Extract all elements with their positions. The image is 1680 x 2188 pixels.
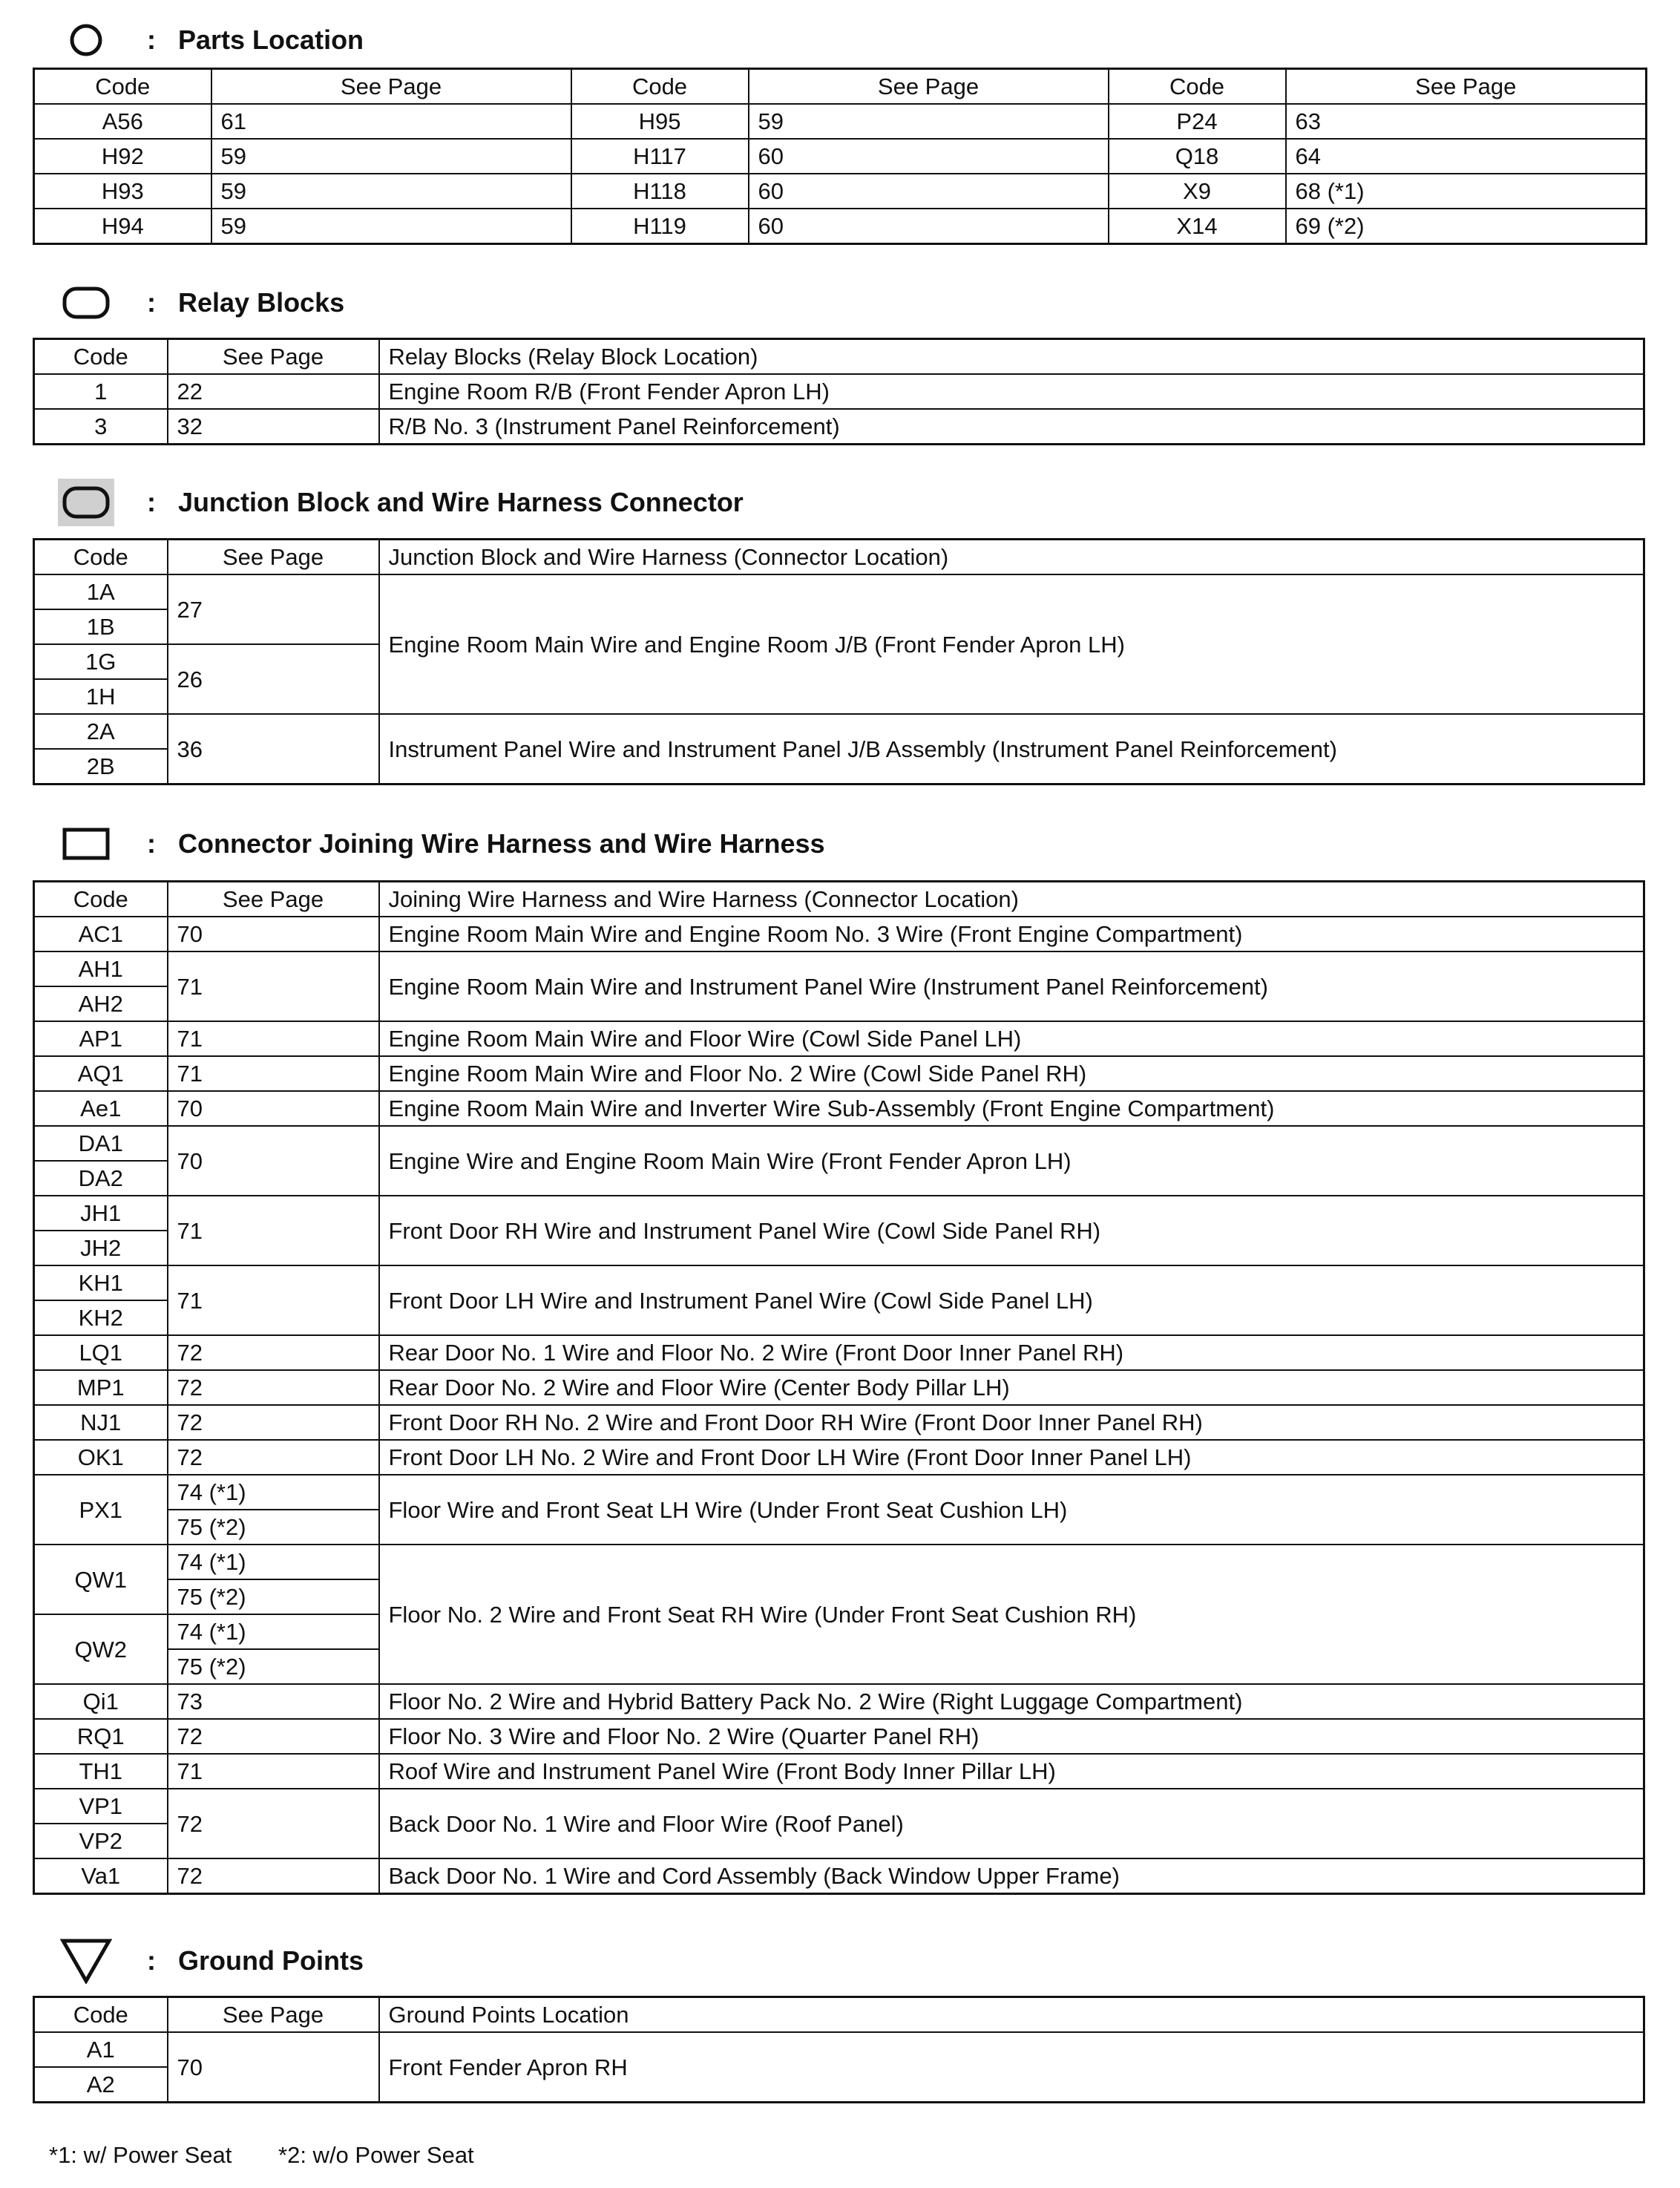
code-cell: X9: [1109, 174, 1286, 209]
table-header-row: [34, 540, 1644, 575]
description-cell: Back Door No. 1 Wire and Cord Assembly (Back Window Upper Frame): [379, 1858, 1644, 1894]
table-row: [34, 104, 1647, 139]
page-cell: 68 (*1): [1286, 174, 1647, 209]
column-header: See Page: [749, 69, 1109, 105]
code-cell: 3: [34, 409, 168, 445]
page-cell: 74 (*1): [168, 1545, 379, 1579]
parts-location-heading: [58, 16, 364, 64]
code-cell: MP1: [34, 1370, 168, 1405]
code-cell: H94: [34, 209, 211, 244]
page-cell: 74 (*1): [168, 1614, 379, 1649]
table-row: [34, 139, 1647, 174]
code-cell: A1: [34, 2032, 168, 2067]
description-cell: Engine Wire and Engine Room Main Wire (Front Fender Apron LH): [379, 1126, 1644, 1196]
column-header: Code: [34, 69, 211, 105]
footnotes: [49, 2142, 514, 2169]
connector-joining-title: Connector Joining Wire Harness and Wire Harness: [178, 828, 825, 859]
table-row: [34, 1719, 1644, 1754]
table-row: [34, 574, 1644, 609]
heading-colon: :: [147, 487, 156, 517]
heading-colon: :: [147, 828, 156, 859]
column-header: Relay Blocks (Relay Block Location): [379, 339, 1644, 375]
relay-blocks-title: Relay Blocks: [178, 287, 345, 318]
page-cell: 71: [168, 1056, 379, 1091]
table-row: [34, 1754, 1644, 1789]
page-cell: 59: [211, 139, 571, 174]
description-cell: Floor No. 3 Wire and Floor No. 2 Wire (Quarter Panel RH): [379, 1719, 1644, 1754]
table-row: [34, 917, 1644, 951]
description-cell: Rear Door No. 1 Wire and Floor No. 2 Wire (Front Door Inner Panel RH): [379, 1335, 1644, 1370]
page-cell: 72: [168, 1858, 379, 1894]
description-cell: Engine Room R/B (Front Fender Apron LH): [379, 374, 1644, 409]
page-cell: 60: [749, 209, 1109, 244]
code-cell: Va1: [34, 1858, 168, 1894]
code-cell: A2: [34, 2067, 168, 2103]
page-cell: 71: [168, 951, 379, 1021]
column-header: Ground Points Location: [379, 1997, 1644, 2033]
table-row: [34, 1196, 1644, 1231]
description-cell: Engine Room Main Wire and Engine Room No. 3 Wire (Front Engine Compartment): [379, 917, 1644, 951]
table-row: [34, 1405, 1644, 1440]
heading-colon: :: [147, 1945, 156, 1976]
code-cell: H93: [34, 174, 211, 209]
description-cell: Front Door RH No. 2 Wire and Front Door RH Wire (Front Door Inner Panel RH): [379, 1405, 1644, 1440]
code-cell: 1: [34, 374, 168, 409]
column-header: Code: [34, 882, 168, 917]
code-cell: 1H: [34, 679, 168, 714]
page-cell: 71: [168, 1196, 379, 1265]
parts-location-table: [33, 68, 1647, 245]
code-cell: AH1: [34, 951, 168, 986]
table-row: [34, 1858, 1644, 1894]
code-cell: KH1: [34, 1265, 168, 1300]
column-header: See Page: [168, 540, 379, 575]
column-header: Joining Wire Harness and Wire Harness (Connector Location): [379, 882, 1644, 917]
column-header: Code: [34, 540, 168, 575]
table-row: [34, 174, 1647, 209]
description-cell: Instrument Panel Wire and Instrument Panel J/B Assembly (Instrument Panel Reinforcement): [379, 714, 1644, 785]
description-cell: Floor Wire and Front Seat LH Wire (Under Front Seat Cushion LH): [379, 1475, 1644, 1545]
description-cell: Engine Room Main Wire and Floor Wire (Cowl Side Panel LH): [379, 1021, 1644, 1056]
table-header-row: [34, 1997, 1644, 2033]
footnote-2: *2: w/o Power Seat: [278, 2142, 474, 2168]
page-cell: 72: [168, 1405, 379, 1440]
code-cell: OK1: [34, 1440, 168, 1475]
code-cell: PX1: [34, 1475, 168, 1545]
table-row: [34, 1056, 1644, 1091]
code-cell: KH2: [34, 1300, 168, 1335]
connector-joining-table: [33, 880, 1645, 1895]
ground-points-table: [33, 1996, 1645, 2103]
page-cell: 72: [168, 1335, 379, 1370]
code-cell: NJ1: [34, 1405, 168, 1440]
code-cell: 2A: [34, 714, 168, 749]
table-row: [34, 409, 1644, 445]
description-cell: Front Fender Apron RH: [379, 2032, 1644, 2103]
code-cell: 1B: [34, 609, 168, 644]
column-header: Junction Block and Wire Harness (Connector Location): [379, 540, 1644, 575]
code-cell: VP1: [34, 1789, 168, 1824]
table-row: [34, 1475, 1644, 1510]
code-cell: RQ1: [34, 1719, 168, 1754]
table-row: [34, 714, 1644, 749]
heading-colon: :: [147, 24, 156, 55]
column-header: See Page: [211, 69, 571, 105]
page-cell: 69 (*2): [1286, 209, 1647, 244]
code-cell: Q18: [1109, 139, 1286, 174]
code-cell: JH1: [34, 1196, 168, 1231]
code-cell: AP1: [34, 1021, 168, 1056]
code-cell: A56: [34, 104, 211, 139]
description-cell: Engine Room Main Wire and Engine Room J/B (Front Fender Apron LH): [379, 574, 1644, 714]
ground-points-heading: [58, 1937, 364, 1985]
table-row: [34, 374, 1644, 409]
table-row: [34, 2032, 1644, 2067]
circle-icon: [58, 16, 114, 64]
table-row: [34, 1440, 1644, 1475]
code-cell: H95: [571, 104, 749, 139]
junction-block-heading: [58, 479, 744, 526]
footnote-1: *1: w/ Power Seat: [49, 2142, 232, 2168]
junction-block-title: Junction Block and Wire Harness Connector: [178, 487, 744, 517]
description-cell: Engine Room Main Wire and Inverter Wire Sub-Assembly (Front Engine Compartment): [379, 1091, 1644, 1126]
page-cell: 71: [168, 1021, 379, 1056]
code-cell: QW1: [34, 1545, 168, 1614]
page-cell: 59: [749, 104, 1109, 139]
code-cell: H117: [571, 139, 749, 174]
code-cell: AC1: [34, 917, 168, 951]
table-row: [34, 1545, 1644, 1579]
page-cell: 63: [1286, 104, 1647, 139]
page-cell: 26: [168, 644, 379, 714]
code-cell: LQ1: [34, 1335, 168, 1370]
description-cell: Floor No. 2 Wire and Front Seat RH Wire (Under Front Seat Cushion RH): [379, 1545, 1644, 1684]
code-cell: DA1: [34, 1126, 168, 1161]
description-cell: Front Door LH No. 2 Wire and Front Door LH Wire (Front Door Inner Panel LH): [379, 1440, 1644, 1475]
relay-blocks-heading: [58, 279, 344, 327]
page-cell: 22: [168, 374, 379, 409]
table-row: [34, 1265, 1644, 1300]
page-cell: 60: [749, 174, 1109, 209]
page-cell: 75 (*2): [168, 1579, 379, 1614]
description-cell: Front Door RH Wire and Instrument Panel Wire (Cowl Side Panel RH): [379, 1196, 1644, 1265]
table-row: [34, 1091, 1644, 1126]
code-cell: P24: [1109, 104, 1286, 139]
page-cell: 59: [211, 209, 571, 244]
code-cell: TH1: [34, 1754, 168, 1789]
code-cell: H119: [571, 209, 749, 244]
code-cell: AH2: [34, 986, 168, 1021]
page-cell: 59: [211, 174, 571, 209]
page-cell: 73: [168, 1684, 379, 1719]
page-cell: 70: [168, 1091, 379, 1126]
code-cell: DA2: [34, 1161, 168, 1196]
table-row: [34, 1370, 1644, 1405]
rounded-rectangle-icon: [58, 279, 114, 327]
table-header-row: [34, 882, 1644, 917]
page-cell: 60: [749, 139, 1109, 174]
page-cell: 70: [168, 917, 379, 951]
page-cell: 72: [168, 1370, 379, 1405]
ground-points-title: Ground Points: [178, 1945, 364, 1976]
table-row: [34, 1684, 1644, 1719]
description-cell: Floor No. 2 Wire and Hybrid Battery Pack No. 2 Wire (Right Luggage Compartment): [379, 1684, 1644, 1719]
code-cell: 1G: [34, 644, 168, 679]
relay-blocks-table: [33, 338, 1645, 445]
page-cell: 61: [211, 104, 571, 139]
page-cell: 72: [168, 1719, 379, 1754]
page-cell: 72: [168, 1789, 379, 1858]
code-cell: VP2: [34, 1824, 168, 1858]
code-cell: Qi1: [34, 1684, 168, 1719]
column-header: See Page: [168, 1997, 379, 2033]
table-row: [34, 1126, 1644, 1161]
column-header: See Page: [1286, 69, 1647, 105]
page-cell: 64: [1286, 139, 1647, 174]
page-cell: 71: [168, 1265, 379, 1335]
parts-location-title: Parts Location: [178, 24, 364, 55]
page-cell: 32: [168, 409, 379, 445]
table-header-row: [34, 69, 1647, 105]
code-cell: 2B: [34, 749, 168, 785]
code-cell: X14: [1109, 209, 1286, 244]
description-cell: Front Door LH Wire and Instrument Panel Wire (Cowl Side Panel LH): [379, 1265, 1644, 1335]
description-cell: Rear Door No. 2 Wire and Floor Wire (Center Body Pillar LH): [379, 1370, 1644, 1405]
code-cell: 1A: [34, 574, 168, 609]
page-cell: 75 (*2): [168, 1649, 379, 1684]
page-cell: 72: [168, 1440, 379, 1475]
page-cell: 27: [168, 574, 379, 644]
description-cell: Roof Wire and Instrument Panel Wire (Front Body Inner Pillar LH): [379, 1754, 1644, 1789]
code-cell: Ae1: [34, 1091, 168, 1126]
down-triangle-icon: [58, 1937, 114, 1985]
description-cell: Back Door No. 1 Wire and Floor Wire (Roof Panel): [379, 1789, 1644, 1858]
column-header: Code: [34, 1997, 168, 2033]
code-cell: JH2: [34, 1231, 168, 1265]
page-cell: 75 (*2): [168, 1510, 379, 1545]
table-header-row: [34, 339, 1644, 375]
code-cell: QW2: [34, 1614, 168, 1684]
junction-block-table: [33, 538, 1645, 785]
column-header: Code: [571, 69, 749, 105]
table-row: [34, 1789, 1644, 1824]
page-cell: 74 (*1): [168, 1475, 379, 1510]
table-row: [34, 1335, 1644, 1370]
description-cell: Engine Room Main Wire and Instrument Panel Wire (Instrument Panel Reinforcement): [379, 951, 1644, 1021]
page-cell: 70: [168, 2032, 379, 2103]
code-cell: H92: [34, 139, 211, 174]
page-cell: 36: [168, 714, 379, 785]
heading-colon: :: [147, 287, 156, 318]
code-cell: AQ1: [34, 1056, 168, 1091]
table-row: [34, 209, 1647, 244]
column-header: See Page: [168, 882, 379, 917]
code-cell: H118: [571, 174, 749, 209]
shaded-rounded-rectangle-icon: [58, 479, 114, 526]
column-header: Code: [34, 339, 168, 375]
column-header: Code: [1109, 69, 1286, 105]
rectangle-icon: [58, 820, 114, 868]
table-row: [34, 951, 1644, 986]
column-header: See Page: [168, 339, 379, 375]
connector-joining-heading: [58, 820, 825, 868]
description-cell: R/B No. 3 (Instrument Panel Reinforcement): [379, 409, 1644, 445]
table-row: [34, 1021, 1644, 1056]
page-cell: 70: [168, 1126, 379, 1196]
page-cell: 71: [168, 1754, 379, 1789]
description-cell: Engine Room Main Wire and Floor No. 2 Wire (Cowl Side Panel RH): [379, 1056, 1644, 1091]
